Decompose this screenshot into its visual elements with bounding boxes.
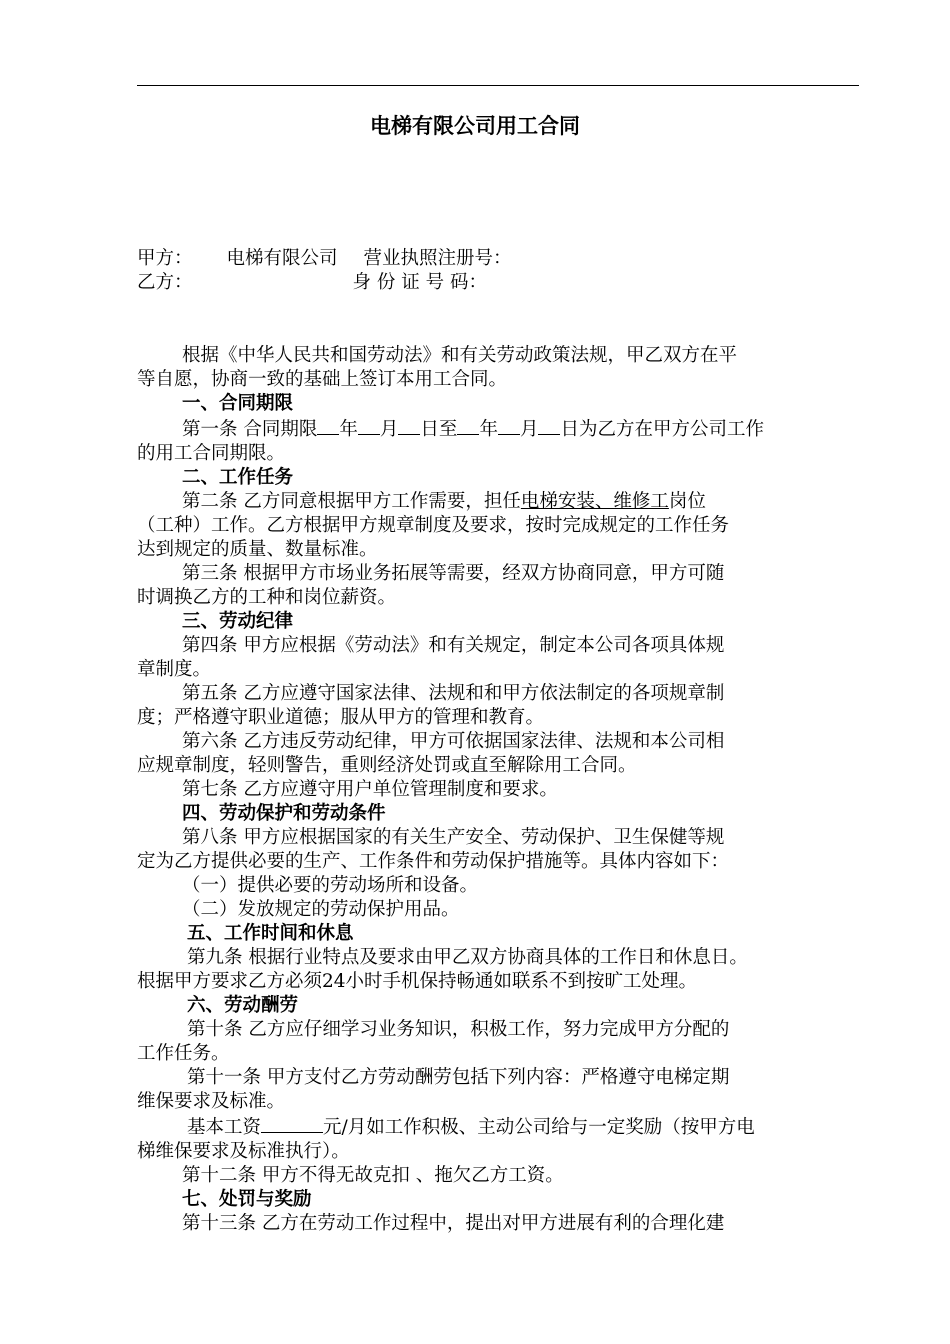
article-text: 第一条 合同期限 (182, 419, 318, 440)
article-text: 第二条 乙方同意根据甲方工作需要，担任 (182, 491, 521, 512)
section-heading: 七、处罚与奖励 (182, 1189, 312, 1210)
article-10-line: 工作任务。 (137, 1043, 230, 1064)
blank-day (398, 416, 420, 435)
article-3-line: 时调换乙方的工种和岗位薪资。 (137, 587, 397, 608)
article-5-line: 度；严格遵守职业道德；服从甲方的管理和教育。 (137, 707, 545, 728)
section-heading: 一、合同期限 (182, 393, 294, 414)
article-text: 岗位 (668, 491, 706, 512)
article-6-line: 应规章制度，轻则警告，重则经济处罚或直至解除用工合同。 (137, 755, 637, 776)
article-1-line (137, 416, 862, 442)
article-7-line: 第七条 乙方应遵守用户单位管理制度和要求。 (182, 779, 558, 800)
party-b-label: 乙方： (137, 272, 193, 293)
article-5-line: 第五条 乙方应遵守国家法律、法规和和甲方依法制定的各项规章制 (182, 683, 725, 704)
document-title: 电梯有限公司用工合同 (370, 114, 580, 138)
article-text: 年 (339, 419, 358, 440)
blank-year (457, 416, 479, 435)
article-8-item: （一）提供必要的劳动场所和设备。 (182, 875, 479, 896)
article-10-line: 第十条 乙方应仔细学习业务知识，积极工作，努力完成甲方分配的 (187, 1019, 730, 1040)
article-12-line: 第十二条 甲方不得无故克扣 、拖欠乙方工资。 (182, 1165, 564, 1186)
article-3-line: 第三条 根据甲方市场业务拓展等需要，经双方协商同意，甲方可随 (182, 563, 725, 584)
article-13-line: 第十三条 乙方在劳动工作过程中，提出对甲方进展有利的合理化建 (182, 1213, 725, 1234)
section-heading: 六、劳动酬劳 (187, 995, 299, 1016)
section-heading: 五、工作时间和休息 (187, 923, 354, 944)
section-heading: 三、劳动纪律 (182, 611, 294, 632)
article-11-line: 维保要求及标准。 (137, 1091, 286, 1112)
id-number-label: 身 份 证 号 码： (352, 272, 488, 293)
article-8-item: （二）发放规定的劳动保护用品。 (182, 899, 460, 920)
article-text: 元/月如工作积极、主动公司给与一定奖励（按甲方电 (323, 1117, 755, 1138)
article-text: 日为乙方在甲方公司工作 (560, 419, 764, 440)
article-text: 基本工资 (187, 1117, 262, 1138)
party-a-name: 电梯有限公司 (226, 248, 338, 269)
article-9-line: 第九条 根据行业特点及要求由甲乙双方协商具体的工作日和休息日。 (187, 947, 748, 968)
article-text: 日至 (420, 419, 458, 440)
party-b-line (137, 271, 862, 295)
article-2-line: （工种）工作。乙方根据甲方规章制度及要求，按时完成规定的工作任务 (137, 515, 730, 536)
blank-salary (261, 1114, 323, 1133)
spacer (137, 295, 862, 344)
document-body (137, 247, 862, 1236)
party-a-line (137, 247, 862, 271)
section-heading: 二、工作任务 (182, 467, 294, 488)
article-text: 月 (519, 419, 539, 440)
article-6-line: 第六条 乙方违反劳动纪律，甲方可依据国家法律、法规和本公司相 (182, 731, 725, 752)
article-text: 月 (379, 419, 399, 440)
intro-line: 等自愿，协商一致的基础上签订本用工合同。 (137, 369, 508, 390)
article-2-line: 达到规定的质量、数量标准。 (137, 539, 378, 560)
article-4-line: 第四条 甲方应根据《劳动法》和有关规定，制定本公司各项具体规 (182, 635, 725, 656)
article-text: 年 (479, 419, 498, 440)
article-4-line: 章制度。 (137, 659, 212, 680)
blank-month (498, 416, 520, 435)
blank-year (317, 416, 339, 435)
article-2-line (137, 490, 862, 514)
blank-day (538, 416, 560, 435)
header-rule (137, 85, 859, 86)
article-8-line: 定为乙方提供必要的生产、工作条件和劳动保护措施等。具体内容如下： (137, 851, 730, 872)
article-11-line: 梯维保要求及标准执行）。 (137, 1141, 350, 1162)
intro-line: 根据《中华人民共和国劳动法》和有关劳动政策法规，甲乙双方在平 (182, 345, 738, 366)
job-title: 电梯安装、维修工 (520, 491, 669, 512)
article-11-line: 第十一条 甲方支付乙方劳动酬劳包括下列内容：严格遵守电梯定期 (187, 1067, 730, 1088)
article-1-line: 的用工合同期限。 (137, 443, 286, 464)
salary-line (137, 1114, 862, 1140)
article-8-line: 第八条 甲方应根据国家的有关生产安全、劳动保护、卫生保健等规 (182, 827, 725, 848)
article-9-line: 根据甲方要求乙方必须24小时手机保持畅通如联系不到按旷工处理。 (137, 971, 698, 992)
blank-month (358, 416, 380, 435)
section-heading: 四、劳动保护和劳动条件 (182, 803, 386, 824)
party-a-label: 甲方： (137, 248, 193, 269)
reg-number-label: 营业执照注册号： (363, 248, 512, 269)
